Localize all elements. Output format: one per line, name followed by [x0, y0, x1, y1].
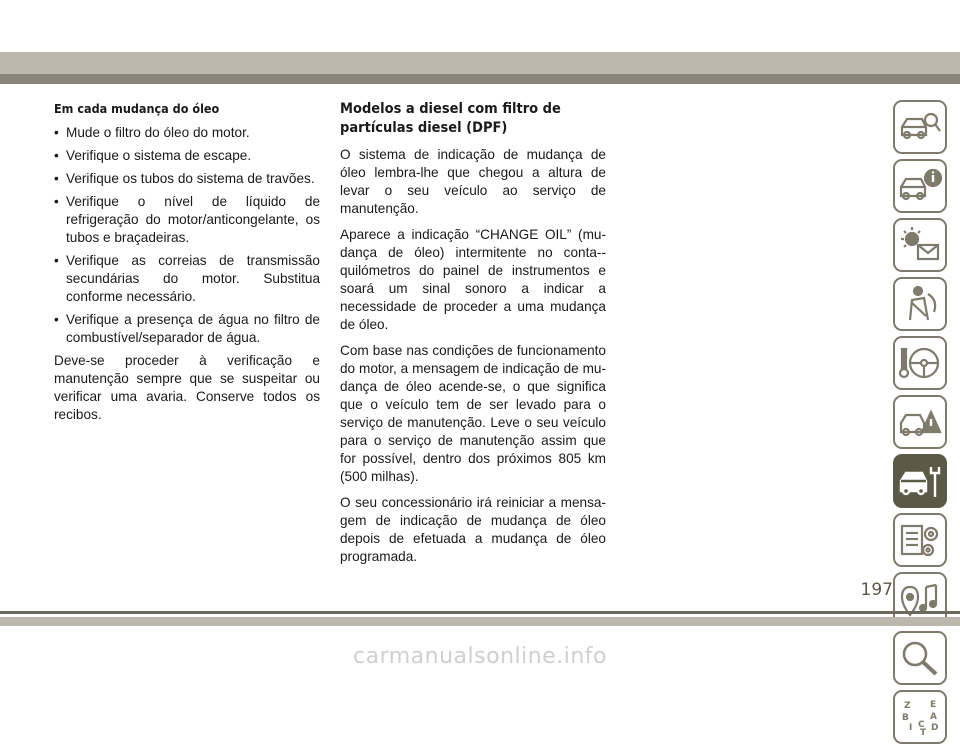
checklist-item: • Mude o filtro do óleo do motor. [54, 124, 320, 142]
checklist-item: • Verifique o sistema de escape. [54, 147, 320, 165]
car-hazard-icon [898, 402, 942, 442]
body-paragraph: Deve-se proceder à verificação e manutenção sempre que se suspeitar ou verificar uma avaria. Conserve todos os recibos. [54, 353, 320, 422]
chapter-tab-index[interactable] [893, 690, 947, 744]
chapter-tab-servicing-maintenance[interactable] [893, 454, 947, 508]
svg-text:A: A [930, 712, 937, 722]
checklist-item: • Verifique as correias de transmissão secundárias do motor. Substitua conforme necessário. [54, 252, 320, 306]
checklist-item: • Verifique os tubos do sistema de travões. [54, 170, 320, 188]
warning-light-message-icon [898, 225, 942, 265]
section-subheading: Em cada mudança do óleo [54, 101, 220, 116]
svg-text:E: E [930, 700, 937, 710]
body-paragraph: O sistema de indicação de mudança de óleo lembra-lhe que chegou a altura de levar o seu veículo ao serviço de manutenção. [340, 147, 606, 216]
seatbelt-airbag-icon [898, 284, 942, 324]
chapter-tab-emergency[interactable] [893, 395, 947, 449]
svg-text:B: B [902, 713, 909, 723]
header-band [0, 52, 960, 74]
car-wrench-icon [898, 461, 942, 501]
checklist [54, 124, 320, 347]
body-paragraph: Com base nas condições de funcionamento do motor, a mensagem de indicação de mudança de óleo acende-se, o que significa que o veículo tem de ser levado para o serviço de manutenção. Leve o seu veículo para o serviço de manutenção assim que for possível, dentro dos próximos 805 km (500 milhas). [340, 343, 606, 484]
steering-wheel-key-icon [898, 343, 942, 383]
svg-text:T: T [920, 728, 927, 738]
footer-band [0, 617, 960, 626]
page-number: 197 [860, 580, 893, 600]
footer-rule [0, 611, 960, 614]
chapter-tab-car-search[interactable] [893, 100, 947, 154]
header-band-accent [0, 74, 960, 84]
chapter-tab-specifications[interactable] [893, 513, 947, 567]
section-heading: Modelos a diesel com filtro de partículas diesel (DPF) [340, 101, 561, 136]
svg-text:C: C [918, 720, 925, 730]
checklist-item: • Verifique a presença de água no filtro de combustível/separador de água. [54, 311, 320, 347]
chapter-tab-starting-driving[interactable] [893, 336, 947, 390]
specifications-gears-icon [898, 520, 942, 560]
body-paragraph: Aparece a indicação “CHANGE OIL” (mudança de óleo) intermitente no conta--quilómetros do painel de instrumentos e soará um sinal sonoro a indicar a necessidade de proceder a uma mudança de óleo. [340, 227, 606, 332]
watermark-text: carmanualsonline.info [353, 644, 607, 669]
car-info-icon [898, 166, 942, 206]
left-column [54, 100, 320, 432]
body-paragraph: O seu concessionário irá reiniciar a mensagem de indicação de mudança de óleo depois de efetuada a mudança de óleo programada. [340, 495, 606, 564]
alphabet-index-icon [898, 697, 942, 737]
svg-text:Z: Z [904, 701, 911, 711]
chapter-tab-safety[interactable] [893, 277, 947, 331]
svg-text:I: I [909, 723, 913, 733]
chapter-tab-car-info[interactable] [893, 159, 947, 213]
svg-text:D: D [931, 723, 939, 733]
chapter-tab-warning-lights[interactable] [893, 218, 947, 272]
checklist-item: • Verifique o nível de líquido de refrigeração do motor/anticongelante, os tubos e braçadeiras. [54, 193, 320, 247]
right-column [340, 100, 606, 574]
car-search-icon [898, 107, 942, 147]
